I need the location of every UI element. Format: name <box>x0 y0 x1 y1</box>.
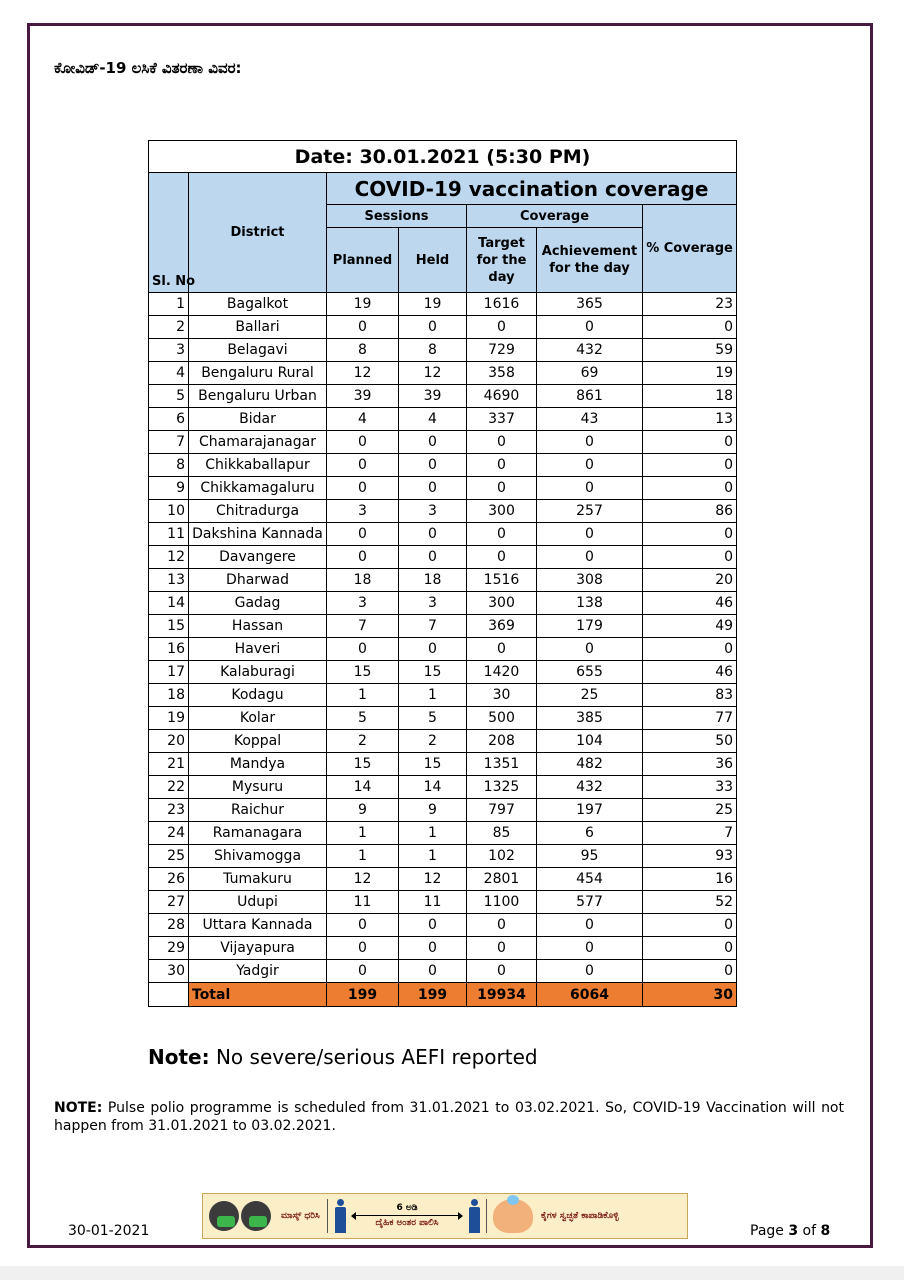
row-target: 85 <box>467 822 537 845</box>
row-achievement: 0 <box>537 316 643 339</box>
table-row <box>149 638 737 661</box>
row-pct-coverage: 0 <box>643 960 737 983</box>
coverage-title: COVID-19 vaccination coverage <box>327 173 737 205</box>
row-target: 2801 <box>467 868 537 891</box>
row-target: 1420 <box>467 661 537 684</box>
row-target: 300 <box>467 592 537 615</box>
row-sl-no: 17 <box>149 661 189 684</box>
row-sl-no: 12 <box>149 546 189 569</box>
page-heading: ಕೋವಿಡ್-19 ಲಸಿಕೆ ವಿತರಣಾ ವಿವರ: <box>54 59 242 77</box>
row-target: 0 <box>467 477 537 500</box>
row-district: Koppal <box>189 730 327 753</box>
row-planned: 0 <box>327 638 399 661</box>
total-held: 199 <box>399 983 467 1007</box>
table-row <box>149 477 737 500</box>
row-achievement: 95 <box>537 845 643 868</box>
total-achievement: 6064 <box>537 983 643 1007</box>
row-achievement: 385 <box>537 707 643 730</box>
row-pct-coverage: 86 <box>643 500 737 523</box>
row-planned: 12 <box>327 362 399 385</box>
row-pct-coverage: 0 <box>643 316 737 339</box>
row-planned: 0 <box>327 454 399 477</box>
note-aefi <box>148 1045 538 1069</box>
table-row <box>149 615 737 638</box>
row-achievement: 6 <box>537 822 643 845</box>
row-district: Bengaluru Rural <box>189 362 327 385</box>
table-row <box>149 316 737 339</box>
row-district: Chikkamagaluru <box>189 477 327 500</box>
row-pct-coverage: 33 <box>643 776 737 799</box>
row-planned: 0 <box>327 316 399 339</box>
row-sl-no: 23 <box>149 799 189 822</box>
row-target: 0 <box>467 431 537 454</box>
row-held: 0 <box>399 914 467 937</box>
table-row <box>149 891 737 914</box>
hand-wash-icon <box>493 1199 533 1233</box>
row-district: Chikkaballapur <box>189 454 327 477</box>
row-held: 3 <box>399 592 467 615</box>
row-target: 208 <box>467 730 537 753</box>
row-district: Uttara Kannada <box>189 914 327 937</box>
row-district: Udupi <box>189 891 327 914</box>
col-header-sl-no: Sl. No <box>149 173 189 293</box>
table-row <box>149 339 737 362</box>
row-district: Mandya <box>189 753 327 776</box>
row-planned: 15 <box>327 753 399 776</box>
row-held: 0 <box>399 477 467 500</box>
row-planned: 9 <box>327 799 399 822</box>
row-sl-no: 18 <box>149 684 189 707</box>
row-pct-coverage: 19 <box>643 362 737 385</box>
row-district: Dakshina Kannada <box>189 523 327 546</box>
row-achievement: 104 <box>537 730 643 753</box>
total-planned: 199 <box>327 983 399 1007</box>
row-achievement: 197 <box>537 799 643 822</box>
row-planned: 0 <box>327 937 399 960</box>
table-row <box>149 799 737 822</box>
row-pct-coverage: 49 <box>643 615 737 638</box>
row-planned: 3 <box>327 592 399 615</box>
row-target: 0 <box>467 638 537 661</box>
row-sl-no: 16 <box>149 638 189 661</box>
table-row <box>149 822 737 845</box>
row-district: Dharwad <box>189 569 327 592</box>
row-held: 0 <box>399 523 467 546</box>
table-row <box>149 569 737 592</box>
row-held: 19 <box>399 293 467 316</box>
row-planned: 11 <box>327 891 399 914</box>
row-held: 7 <box>399 615 467 638</box>
total-label: Total <box>189 983 327 1007</box>
row-pct-coverage: 16 <box>643 868 737 891</box>
row-planned: 2 <box>327 730 399 753</box>
row-district: Raichur <box>189 799 327 822</box>
row-achievement: 69 <box>537 362 643 385</box>
row-district: Bagalkot <box>189 293 327 316</box>
row-district: Kalaburagi <box>189 661 327 684</box>
row-held: 4 <box>399 408 467 431</box>
row-pct-coverage: 0 <box>643 477 737 500</box>
total-pct: 30 <box>643 983 737 1007</box>
row-sl-no: 9 <box>149 477 189 500</box>
row-sl-no: 26 <box>149 868 189 891</box>
row-achievement: 0 <box>537 960 643 983</box>
col-group-sessions: Sessions <box>327 205 467 228</box>
row-sl-no: 11 <box>149 523 189 546</box>
row-held: 0 <box>399 546 467 569</box>
row-planned: 5 <box>327 707 399 730</box>
mask-label: ಮಾಸ್ಕ್ ಧರಿಸಿ <box>281 1210 320 1221</box>
row-district: Tumakuru <box>189 868 327 891</box>
row-planned: 0 <box>327 523 399 546</box>
row-pct-coverage: 0 <box>643 454 737 477</box>
row-planned: 0 <box>327 477 399 500</box>
row-planned: 1 <box>327 822 399 845</box>
table-row <box>149 960 737 983</box>
row-target: 0 <box>467 454 537 477</box>
row-achievement: 0 <box>537 937 643 960</box>
table-row <box>149 753 737 776</box>
row-planned: 0 <box>327 914 399 937</box>
row-district: Belagavi <box>189 339 327 362</box>
total-target: 19934 <box>467 983 537 1007</box>
row-sl-no: 20 <box>149 730 189 753</box>
row-planned: 1 <box>327 684 399 707</box>
row-sl-no: 5 <box>149 385 189 408</box>
row-sl-no: 21 <box>149 753 189 776</box>
row-held: 0 <box>399 454 467 477</box>
table-row <box>149 500 737 523</box>
row-sl-no: 4 <box>149 362 189 385</box>
row-planned: 18 <box>327 569 399 592</box>
table-row <box>149 592 737 615</box>
page-total: 8 <box>820 1223 831 1239</box>
page-mid: of <box>798 1223 821 1239</box>
table-date: Date: 30.01.2021 (5:30 PM) <box>149 141 737 173</box>
row-held: 2 <box>399 730 467 753</box>
row-district: Kolar <box>189 707 327 730</box>
table-row <box>149 937 737 960</box>
row-sl-no: 22 <box>149 776 189 799</box>
row-sl-no: 27 <box>149 891 189 914</box>
row-achievement: 432 <box>537 776 643 799</box>
row-held: 0 <box>399 960 467 983</box>
row-pct-coverage: 46 <box>643 661 737 684</box>
row-held: 39 <box>399 385 467 408</box>
row-achievement: 0 <box>537 523 643 546</box>
row-target: 1351 <box>467 753 537 776</box>
total-blank-cell <box>149 983 189 1007</box>
row-pct-coverage: 36 <box>643 753 737 776</box>
row-held: 11 <box>399 891 467 914</box>
row-held: 8 <box>399 339 467 362</box>
row-pct-coverage: 46 <box>643 592 737 615</box>
vaccination-table <box>148 140 737 1007</box>
mask-section <box>203 1194 327 1238</box>
table-row <box>149 914 737 937</box>
row-achievement: 257 <box>537 500 643 523</box>
row-held: 9 <box>399 799 467 822</box>
row-sl-no: 14 <box>149 592 189 615</box>
row-target: 729 <box>467 339 537 362</box>
row-district: Bengaluru Urban <box>189 385 327 408</box>
row-district: Davangere <box>189 546 327 569</box>
footer-date: 30-01-2021 <box>68 1223 150 1239</box>
note-pulse-polio-text: Pulse polio programme is scheduled from 31.01.2021 to 03.02.2021. So, COVID-19 Vaccination will not happen from 31.01.2021 to 03.02.2021. <box>54 1100 844 1134</box>
note-pulse-polio <box>54 1099 844 1135</box>
row-target: 797 <box>467 799 537 822</box>
row-target: 1516 <box>467 569 537 592</box>
row-planned: 39 <box>327 385 399 408</box>
row-pct-coverage: 0 <box>643 638 737 661</box>
row-target: 1100 <box>467 891 537 914</box>
row-achievement: 25 <box>537 684 643 707</box>
row-pct-coverage: 0 <box>643 937 737 960</box>
row-sl-no: 29 <box>149 937 189 960</box>
row-target: 0 <box>467 914 537 937</box>
hand-wash-label: ಕೈಗಳ ಸ್ವಚ್ಛತೆ ಕಾಪಾಡಿಕೊಳ್ಳಿ <box>541 1210 619 1221</box>
note-pulse-polio-label: NOTE: <box>54 1100 103 1116</box>
table-row <box>149 776 737 799</box>
row-held: 1 <box>399 845 467 868</box>
row-district: Vijayapura <box>189 937 327 960</box>
row-district: Shivamogga <box>189 845 327 868</box>
table-row <box>149 362 737 385</box>
row-target: 1616 <box>467 293 537 316</box>
table-row <box>149 546 737 569</box>
hand-wash-section <box>487 1194 627 1238</box>
row-held: 18 <box>399 569 467 592</box>
row-achievement: 482 <box>537 753 643 776</box>
row-sl-no: 10 <box>149 500 189 523</box>
row-district: Ballari <box>189 316 327 339</box>
note-aefi-label: Note: <box>148 1045 210 1069</box>
row-held: 3 <box>399 500 467 523</box>
row-pct-coverage: 93 <box>643 845 737 868</box>
col-header-pct-coverage: % Coverage <box>643 205 737 293</box>
row-pct-coverage: 25 <box>643 799 737 822</box>
row-sl-no: 13 <box>149 569 189 592</box>
viewer-bottom-strip <box>0 1266 904 1280</box>
person-icon <box>334 1199 346 1233</box>
row-achievement: 138 <box>537 592 643 615</box>
distance-section <box>328 1194 486 1238</box>
row-district: Mysuru <box>189 776 327 799</box>
row-pct-coverage: 52 <box>643 891 737 914</box>
table-row <box>149 868 737 891</box>
row-sl-no: 2 <box>149 316 189 339</box>
row-planned: 3 <box>327 500 399 523</box>
row-planned: 12 <box>327 868 399 891</box>
row-target: 0 <box>467 960 537 983</box>
row-pct-coverage: 50 <box>643 730 737 753</box>
row-held: 15 <box>399 661 467 684</box>
row-target: 369 <box>467 615 537 638</box>
total-row <box>149 983 737 1007</box>
row-held: 1 <box>399 822 467 845</box>
row-sl-no: 30 <box>149 960 189 983</box>
row-held: 15 <box>399 753 467 776</box>
table-row <box>149 730 737 753</box>
row-target: 358 <box>467 362 537 385</box>
row-planned: 0 <box>327 960 399 983</box>
row-held: 1 <box>399 684 467 707</box>
row-achievement: 308 <box>537 569 643 592</box>
row-pct-coverage: 77 <box>643 707 737 730</box>
row-target: 1325 <box>467 776 537 799</box>
row-planned: 4 <box>327 408 399 431</box>
row-pct-coverage: 0 <box>643 431 737 454</box>
row-pct-coverage: 83 <box>643 684 737 707</box>
page-current: 3 <box>788 1223 799 1239</box>
row-planned: 14 <box>327 776 399 799</box>
table-row <box>149 707 737 730</box>
row-target: 500 <box>467 707 537 730</box>
row-target: 0 <box>467 546 537 569</box>
row-pct-coverage: 13 <box>643 408 737 431</box>
row-pct-coverage: 0 <box>643 546 737 569</box>
row-sl-no: 6 <box>149 408 189 431</box>
distance-box <box>352 1203 462 1229</box>
row-district: Chitradurga <box>189 500 327 523</box>
row-achievement: 0 <box>537 477 643 500</box>
row-district: Chamarajanagar <box>189 431 327 454</box>
masked-face-icon <box>241 1201 271 1231</box>
row-held: 0 <box>399 638 467 661</box>
row-sl-no: 24 <box>149 822 189 845</box>
row-pct-coverage: 7 <box>643 822 737 845</box>
row-pct-coverage: 0 <box>643 523 737 546</box>
row-held: 12 <box>399 362 467 385</box>
row-district: Bidar <box>189 408 327 431</box>
table-row <box>149 408 737 431</box>
row-target: 4690 <box>467 385 537 408</box>
row-district: Gadag <box>189 592 327 615</box>
masked-face-icon <box>209 1201 239 1231</box>
row-district: Ramanagara <box>189 822 327 845</box>
col-header-held: Held <box>399 228 467 293</box>
col-header-target: Target for the day <box>467 228 537 293</box>
row-held: 0 <box>399 937 467 960</box>
table-row <box>149 523 737 546</box>
row-target: 102 <box>467 845 537 868</box>
covid-appropriate-behaviour-banner <box>202 1193 688 1239</box>
row-planned: 7 <box>327 615 399 638</box>
double-arrow-icon <box>352 1215 462 1216</box>
row-planned: 19 <box>327 293 399 316</box>
row-pct-coverage: 18 <box>643 385 737 408</box>
table-row <box>149 845 737 868</box>
row-pct-coverage: 59 <box>643 339 737 362</box>
page-prefix: Page <box>750 1223 789 1239</box>
row-target: 300 <box>467 500 537 523</box>
row-pct-coverage: 20 <box>643 569 737 592</box>
row-district: Hassan <box>189 615 327 638</box>
col-header-planned: Planned <box>327 228 399 293</box>
row-target: 337 <box>467 408 537 431</box>
row-sl-no: 8 <box>149 454 189 477</box>
row-achievement: 43 <box>537 408 643 431</box>
row-planned: 1 <box>327 845 399 868</box>
row-achievement: 655 <box>537 661 643 684</box>
row-sl-no: 7 <box>149 431 189 454</box>
row-target: 30 <box>467 684 537 707</box>
table-row <box>149 661 737 684</box>
table-row <box>149 385 737 408</box>
row-sl-no: 19 <box>149 707 189 730</box>
row-sl-no: 28 <box>149 914 189 937</box>
row-pct-coverage: 23 <box>643 293 737 316</box>
person-icon <box>468 1199 480 1233</box>
row-target: 0 <box>467 523 537 546</box>
row-achievement: 432 <box>537 339 643 362</box>
row-held: 0 <box>399 316 467 339</box>
row-planned: 15 <box>327 661 399 684</box>
row-achievement: 577 <box>537 891 643 914</box>
row-held: 0 <box>399 431 467 454</box>
row-district: Haveri <box>189 638 327 661</box>
row-achievement: 0 <box>537 431 643 454</box>
row-achievement: 454 <box>537 868 643 891</box>
table-row <box>149 293 737 316</box>
row-achievement: 861 <box>537 385 643 408</box>
row-achievement: 179 <box>537 615 643 638</box>
col-header-district: District <box>189 173 327 293</box>
row-planned: 0 <box>327 546 399 569</box>
row-sl-no: 25 <box>149 845 189 868</box>
row-achievement: 0 <box>537 546 643 569</box>
footer-page-number <box>750 1223 830 1239</box>
table-row <box>149 454 737 477</box>
row-achievement: 0 <box>537 914 643 937</box>
row-achievement: 0 <box>537 638 643 661</box>
row-pct-coverage: 0 <box>643 914 737 937</box>
row-target: 0 <box>467 316 537 339</box>
distance-label: ದೈಹಿಕ ಅಂತರ ಪಾಲಿಸಿ <box>375 1218 439 1228</box>
col-group-coverage: Coverage <box>467 205 643 228</box>
row-district: Yadgir <box>189 960 327 983</box>
row-target: 0 <box>467 937 537 960</box>
table-row <box>149 431 737 454</box>
row-sl-no: 1 <box>149 293 189 316</box>
row-achievement: 365 <box>537 293 643 316</box>
row-planned: 8 <box>327 339 399 362</box>
note-aefi-text: No severe/serious AEFI reported <box>209 1045 538 1069</box>
row-held: 12 <box>399 868 467 891</box>
row-held: 5 <box>399 707 467 730</box>
row-achievement: 0 <box>537 454 643 477</box>
row-sl-no: 3 <box>149 339 189 362</box>
row-held: 14 <box>399 776 467 799</box>
distance-value: 6 ಅಡಿ <box>396 1203 418 1213</box>
row-district: Kodagu <box>189 684 327 707</box>
row-planned: 0 <box>327 431 399 454</box>
table-row <box>149 684 737 707</box>
col-header-achievement: Achievement for the day <box>537 228 643 293</box>
row-sl-no: 15 <box>149 615 189 638</box>
